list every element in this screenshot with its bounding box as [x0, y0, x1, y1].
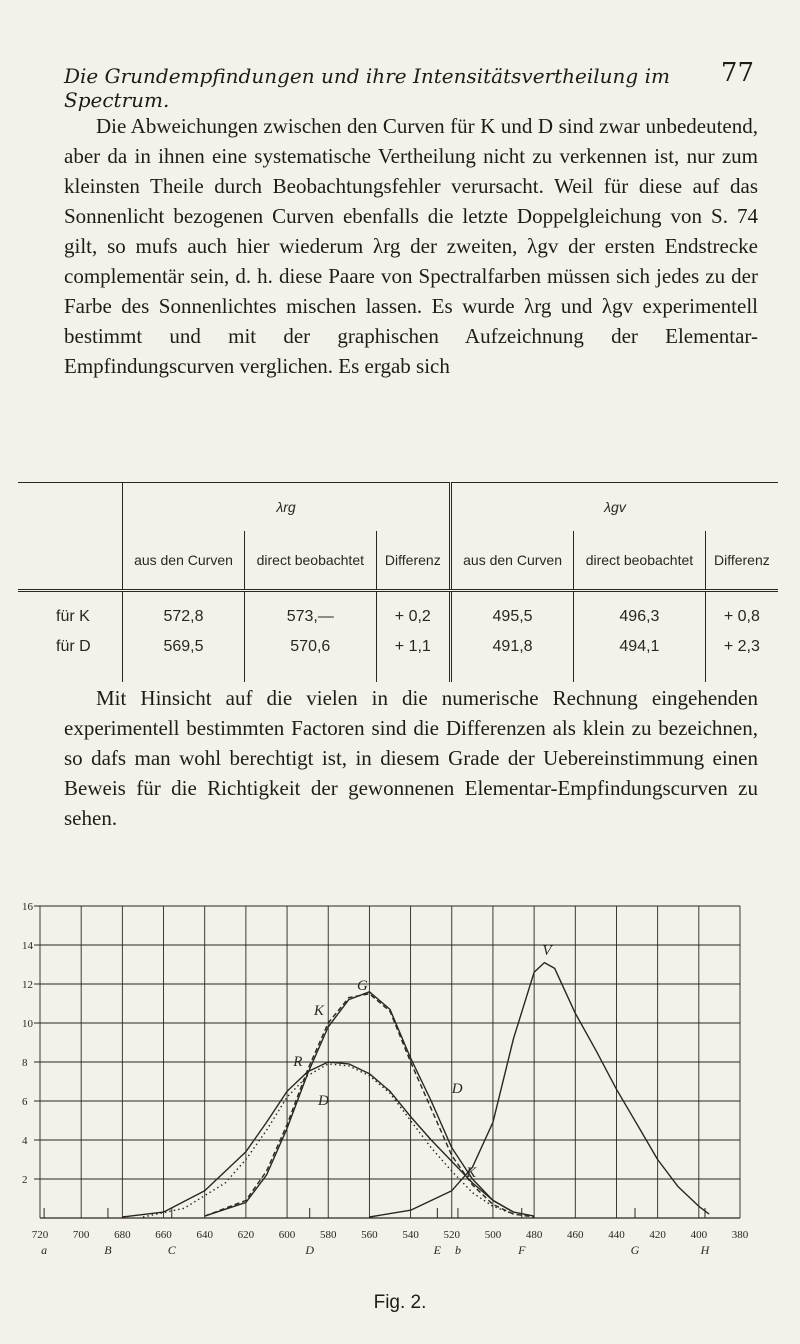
fraunhofer-label: B	[104, 1243, 112, 1257]
fraunhofer-label: C	[167, 1243, 176, 1257]
table-cell: 569,5	[123, 632, 245, 682]
x-tick-label: 680	[114, 1229, 131, 1241]
col-header: aus den Curven	[123, 531, 245, 591]
comparison-table	[18, 482, 778, 682]
fraunhofer-label: D	[305, 1243, 315, 1257]
page-number: 77	[720, 58, 754, 88]
table-cell: + 1,1	[376, 632, 450, 682]
y-tick-label: 2	[22, 1174, 28, 1186]
x-tick-label: 440	[608, 1229, 625, 1241]
table-group-header-row	[18, 483, 778, 532]
curve-label: D	[317, 1092, 329, 1109]
x-tick-label: 700	[72, 1229, 90, 1241]
table-cell: 570,6	[244, 632, 376, 682]
fraunhofer-label: H	[700, 1243, 710, 1257]
y-tick-label: 16	[22, 901, 33, 913]
table-cell: + 0,2	[376, 591, 450, 633]
fraunhofer-label: F	[518, 1243, 526, 1257]
fraunhofer-label: E	[433, 1243, 442, 1257]
x-tick-label: 600	[278, 1229, 296, 1241]
y-tick-label: 6	[22, 1096, 28, 1108]
table-cell: 495,5	[451, 591, 574, 633]
x-tick-label: 540	[402, 1229, 419, 1241]
fraunhofer-label: a	[41, 1243, 48, 1257]
figure-caption: Fig. 2.	[373, 1292, 427, 1313]
table-row	[18, 591, 778, 633]
table-cell: 496,3	[574, 591, 706, 633]
x-tick-label: 660	[155, 1229, 172, 1241]
curve-label: V	[542, 942, 552, 959]
x-tick-label: 420	[649, 1229, 666, 1241]
spectral-curves-figure	[22, 898, 782, 1280]
table-cell: 491,8	[451, 632, 574, 682]
y-tick-label: 10	[22, 1018, 33, 1030]
running-title: Die Grundempfindungen und ihre Intensitätsvertheilung im Spectrum.	[64, 64, 670, 112]
row-label: für K	[56, 608, 90, 625]
col-header: aus den Curven	[451, 531, 574, 591]
x-tick-label: 580	[319, 1229, 337, 1241]
y-tick-label: 8	[22, 1057, 28, 1069]
x-tick-label: 460	[567, 1229, 584, 1241]
table-cell: 572,8	[123, 591, 245, 633]
x-tick-label: 400	[690, 1229, 708, 1241]
table-row	[18, 632, 778, 682]
y-tick-label: 4	[22, 1135, 28, 1147]
group-header-lgv: λgv	[451, 483, 778, 532]
table-corner-2	[18, 531, 123, 591]
y-tick-label: 14	[22, 940, 33, 952]
x-tick-label: 520	[443, 1229, 461, 1241]
curve-label: D	[451, 1081, 463, 1098]
curve-label: G	[357, 977, 368, 994]
table-cell: + 2,3	[705, 632, 778, 682]
x-tick-label: 500	[484, 1229, 502, 1241]
group-header-lrg: λrg	[123, 483, 451, 532]
curve-label: R	[293, 1053, 303, 1070]
x-tick-label: 640	[196, 1229, 213, 1241]
curve-label: K	[466, 1165, 477, 1182]
fraunhofer-label: b	[454, 1243, 461, 1257]
x-tick-label: 560	[361, 1229, 378, 1241]
x-tick-label: 480	[525, 1229, 543, 1241]
y-tick-label: 12	[22, 979, 33, 991]
paragraph-1: Die Abweichungen zwischen den Curven für K und D sind zwar unbedeutend, aber da in ihnen eine systematische Vertheilung nicht zu verkennen ist, nur zum kleinsten Theile durch Beobachtungsfehler verursacht. Weil für diese auf das Sonnenlicht bezogenen Curven ebenfalls die letzte Doppelgleichung von S. 74 gilt, so mufs auch hier wiederum λrg der zweiten, λgv der ersten Endstrecke complementär sein, d. h. diese Paare von Spectralfarben müssen sich jedes zu der Farbe des Sonnenlichtes mischen lassen. Es wurde λrg und λgv experimentell bestimmt und mit der graphischen Aufzeichnung der Elementar-Empfindungscurven verglichen. Es ergab sich	[64, 114, 758, 378]
table-corner	[18, 483, 123, 532]
row-label: für D	[56, 638, 91, 655]
running-header	[64, 56, 754, 112]
x-tick-label: 720	[31, 1229, 49, 1241]
table-cell: + 0,8	[705, 591, 778, 633]
table-sub-header-row	[18, 531, 778, 591]
table-cell: 573,—	[244, 591, 376, 633]
col-header: Differenz	[705, 531, 778, 591]
paragraph-2: Mit Hinsicht auf die vielen in die numerische Rechnung eingehenden experimentell bestimmten Factoren sind die Differenzen als klein zu bezeichnen, so dafs man wohl berechtigt ist, in diesem Grade der Uebereinstimmung einen Beweis für die Richtigkeit der gewonnenen Elementar-Empfindungscurven zu sehen.	[64, 686, 758, 830]
col-header: direct beobachtet	[244, 531, 376, 591]
fraunhofer-label: G	[630, 1243, 640, 1257]
curve-label: K	[313, 1003, 324, 1020]
x-tick-label: 380	[731, 1229, 749, 1241]
col-header: Differenz	[376, 531, 450, 591]
table-cell: 494,1	[574, 632, 706, 682]
col-header: direct beobachtet	[574, 531, 706, 591]
x-tick-label: 620	[237, 1229, 255, 1241]
